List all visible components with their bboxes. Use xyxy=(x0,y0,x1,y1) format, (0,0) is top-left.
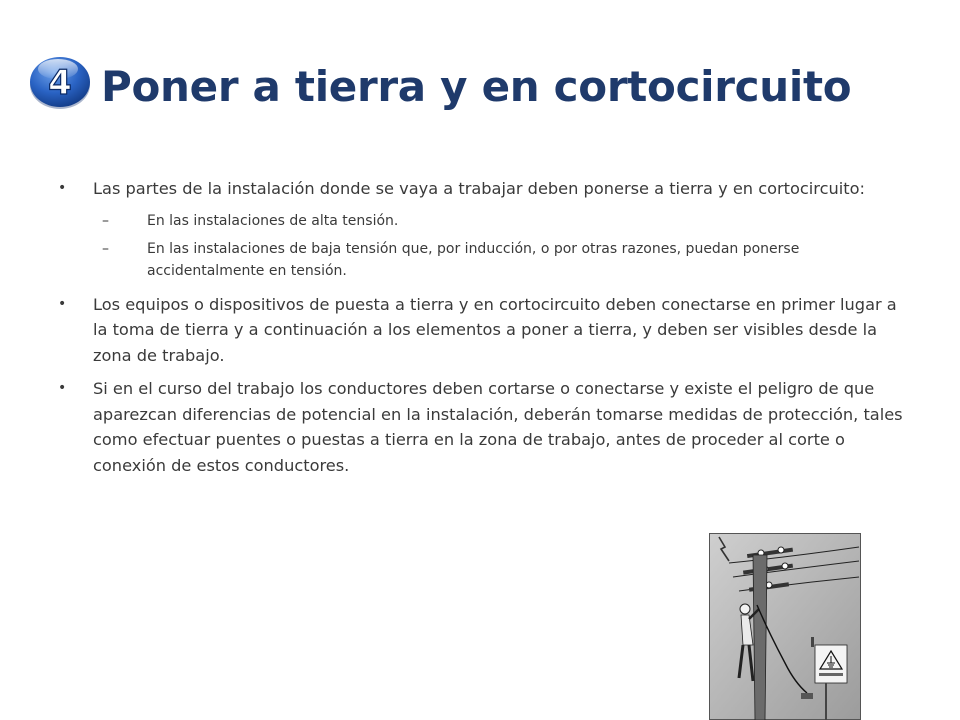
bullet-text: Si en el curso del trabajo los conductores deben cortarse o conectarse y existe el peligro de que aparezcan diferencias de potencial en la instalación, deberán tomarse medidas de protección, tales como efectuar puentes o puestas a tierra en la zona de trabajo, antes de proceder al corte o conexión de estos conductores. xyxy=(93,379,903,475)
sub-bullet-text: En las instalaciones de baja tensión que, por inducción, o por otras razones, puedan ponerse accidentalmente en tensión. xyxy=(147,240,800,279)
bullet-marker: • xyxy=(58,295,67,312)
slide-content xyxy=(56,176,906,486)
bullet-item xyxy=(56,292,906,369)
sub-bullet-item xyxy=(56,210,906,232)
bullet-text: Las partes de la instalación donde se vaya a trabajar deben ponerse a tierra y en cortocircuito: xyxy=(93,179,865,198)
bullet-item xyxy=(56,376,906,478)
bullet-marker: • xyxy=(58,180,67,196)
dash-marker: – xyxy=(102,212,109,229)
lineman-grounding-illustration xyxy=(709,533,861,720)
dash-marker: – xyxy=(102,240,109,257)
bullet-text: Los equipos o dispositivos de puesta a tierra y en cortocircuito deben conectarse en primer lugar a la toma de tierra y a continuación a los elementos a poner a tierra, y deben ser visibles desde la zona de trabajo. xyxy=(93,294,897,365)
slide-number: 4 xyxy=(48,63,72,103)
sub-bullet-item xyxy=(56,238,906,282)
page-title: Poner a tierra y en cortocircuito xyxy=(101,62,852,111)
sub-bullet-text: En las instalaciones de alta tensión. xyxy=(147,212,399,229)
slide-number-badge xyxy=(27,53,93,111)
bullet-marker: • xyxy=(58,380,67,396)
bullet-item xyxy=(56,176,906,202)
